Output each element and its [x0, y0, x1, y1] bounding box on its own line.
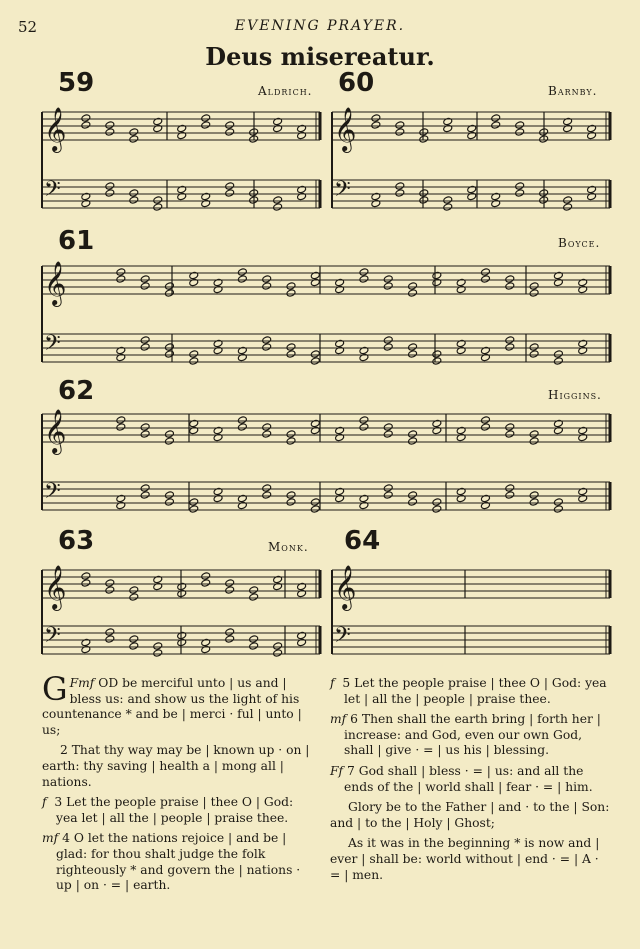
note-head: [225, 189, 235, 197]
note-head: [81, 579, 91, 587]
note-head: [505, 484, 515, 492]
note-head: [563, 196, 573, 204]
note-head: [262, 491, 272, 499]
note-head: [481, 416, 491, 424]
note-head: [408, 282, 418, 290]
note-head: [225, 579, 235, 587]
note-head: [140, 430, 150, 438]
note-head: [419, 189, 429, 197]
note-head: [153, 196, 163, 204]
gloria-2: As it was in the beginning * is now and | ever | shall be: world without | end · = | A · = | men.: [330, 836, 600, 882]
note-head: [395, 182, 405, 190]
verse-7: 7 God shall | bless · = | us: and all the ends of the | world shall | fear · = | him.: [344, 763, 593, 794]
drop-cap: G: [42, 670, 68, 708]
note-head: [529, 437, 539, 445]
note-head: [383, 275, 393, 283]
note-head: [408, 491, 418, 499]
note-head: [262, 484, 272, 492]
note-head: [481, 423, 491, 431]
note-head: [140, 423, 150, 431]
note-head: [105, 628, 115, 636]
treble-clef-icon: 𝄞: [44, 261, 67, 305]
note-head: [529, 430, 539, 438]
note-head: [310, 357, 320, 365]
note-head: [310, 498, 320, 506]
note-head: [249, 642, 259, 650]
note-head: [515, 189, 525, 197]
note-head: [225, 628, 235, 636]
tune-number-59: 59: [58, 68, 95, 98]
note-head: [129, 189, 139, 197]
note-head: [553, 505, 563, 513]
note-head: [310, 350, 320, 358]
note-head: [262, 430, 272, 438]
note-head: [359, 416, 369, 424]
verse-6: 6 Then shall the earth bring | forth her | increase: and God, even our own God, shall | give · = | us his | blessing.: [344, 712, 601, 758]
note-head: [129, 635, 139, 643]
note-head: [359, 268, 369, 276]
composer-59: Aldrich.: [258, 84, 313, 98]
note-head: [262, 275, 272, 283]
note-head: [237, 423, 247, 431]
note-head: [383, 343, 393, 351]
note-head: [529, 350, 539, 358]
note-head: [383, 430, 393, 438]
note-head: [383, 423, 393, 431]
note-head: [201, 121, 211, 129]
note-head: [419, 135, 429, 143]
note-head: [164, 498, 174, 506]
note-head: [262, 282, 272, 290]
note-head: [129, 135, 139, 143]
verse-2: 2 That thy way may be | known up · on | earth: thy saving | health a | mong all | nations.: [42, 743, 310, 789]
note-head: [491, 121, 501, 129]
note-head: [529, 282, 539, 290]
note-head: [395, 189, 405, 197]
note-head: [153, 203, 163, 211]
note-head: [81, 572, 91, 580]
note-head: [491, 114, 501, 122]
note-head: [286, 498, 296, 506]
note-head: [515, 182, 525, 190]
dynamic-marking: mf: [330, 712, 347, 727]
note-head: [383, 491, 393, 499]
note-head: [286, 343, 296, 351]
note-head: [164, 282, 174, 290]
bass-clef-icon: 𝄢: [44, 331, 61, 361]
note-head: [129, 593, 139, 601]
note-head: [408, 343, 418, 351]
note-head: [81, 121, 91, 129]
note-head: [225, 121, 235, 129]
music-system-59: [40, 102, 322, 214]
note-head: [237, 268, 247, 276]
note-head: [505, 343, 515, 351]
note-head: [140, 484, 150, 492]
note-head: [443, 203, 453, 211]
note-head: [505, 336, 515, 344]
note-head: [201, 572, 211, 580]
note-head: [273, 196, 283, 204]
note-head: [105, 635, 115, 643]
note-head: [105, 586, 115, 594]
note-head: [359, 275, 369, 283]
note-head: [443, 196, 453, 204]
note-head: [408, 350, 418, 358]
note-head: [129, 196, 139, 204]
treble-clef-icon: 𝄞: [44, 107, 67, 151]
treble-clef-icon: 𝄞: [44, 565, 67, 609]
note-head: [105, 189, 115, 197]
note-head: [273, 203, 283, 211]
note-head: [371, 121, 381, 129]
note-head: [395, 121, 405, 129]
note-head: [105, 128, 115, 136]
note-head: [408, 289, 418, 297]
composer-60: Barnby.: [548, 84, 598, 98]
note-head: [286, 289, 296, 297]
note-head: [481, 268, 491, 276]
note-head: [383, 282, 393, 290]
note-head: [105, 579, 115, 587]
note-head: [408, 437, 418, 445]
running-head: EVENING PRAYER.: [234, 18, 406, 34]
note-head: [153, 642, 163, 650]
note-head: [273, 642, 283, 650]
note-head: [408, 498, 418, 506]
note-head: [262, 423, 272, 431]
composer-62: Higgins.: [548, 388, 602, 402]
note-head: [286, 430, 296, 438]
note-head: [237, 416, 247, 424]
note-head: [201, 114, 211, 122]
composer-63: Monk.: [268, 540, 309, 554]
bass-clef-icon: 𝄢: [334, 623, 351, 653]
note-head: [116, 275, 126, 283]
note-head: [505, 275, 515, 283]
treble-clef-icon: 𝄞: [44, 409, 67, 453]
tune-number-63: 63: [58, 526, 95, 556]
note-head: [419, 196, 429, 204]
note-head: [273, 649, 283, 657]
bass-clef-icon: 𝄢: [334, 177, 351, 207]
note-head: [529, 491, 539, 499]
page-number: 52: [18, 18, 38, 36]
note-head: [408, 430, 418, 438]
treble-clef-icon: 𝄞: [334, 565, 357, 609]
note-head: [432, 357, 442, 365]
note-head: [310, 505, 320, 513]
note-head: [262, 343, 272, 351]
note-head: [129, 586, 139, 594]
note-head: [529, 343, 539, 351]
note-head: [116, 423, 126, 431]
music-system-64: [330, 560, 612, 660]
note-head: [395, 128, 405, 136]
note-head: [432, 350, 442, 358]
note-head: [286, 350, 296, 358]
tune-number-62: 62: [58, 376, 95, 406]
note-head: [105, 182, 115, 190]
note-head: [505, 430, 515, 438]
note-head: [249, 593, 259, 601]
note-head: [189, 357, 199, 365]
note-head: [201, 579, 211, 587]
composer-61: Boyce.: [558, 236, 601, 250]
music-system-63: [40, 560, 322, 660]
note-head: [286, 282, 296, 290]
tune-number-60: 60: [338, 68, 375, 98]
music-system-61: [40, 256, 612, 368]
note-head: [105, 121, 115, 129]
bass-clef-icon: 𝄢: [44, 623, 61, 653]
dynamic-marking: Ff: [330, 763, 344, 778]
note-head: [189, 505, 199, 513]
note-head: [140, 491, 150, 499]
note-head: [529, 289, 539, 297]
dynamic-marking: f: [42, 795, 47, 810]
dynamic-marking: Fmf: [69, 676, 95, 690]
note-head: [237, 275, 247, 283]
note-head: [515, 128, 525, 136]
note-head: [262, 336, 272, 344]
note-head: [189, 498, 199, 506]
note-head: [505, 423, 515, 431]
text-column-right: [330, 676, 610, 888]
note-head: [505, 282, 515, 290]
verse-1: OD be merciful unto | us and | bless us: and show us the light of his countenance * and be | merci · ful | unto | us;: [42, 676, 302, 737]
note-head: [529, 498, 539, 506]
verse-3: 3 Let the people praise | thee O | God: yea let | all the | people | praise thee.: [54, 795, 294, 825]
bass-clef-icon: 𝄢: [44, 479, 61, 509]
note-head: [140, 343, 150, 351]
bass-clef-icon: 𝄢: [44, 177, 61, 207]
note-head: [553, 357, 563, 365]
note-head: [164, 289, 174, 297]
note-head: [164, 430, 174, 438]
note-head: [129, 642, 139, 650]
music-system-62: [40, 404, 612, 516]
note-head: [553, 350, 563, 358]
verse-4: 4 O let the nations rejoice | and be | glad: for thou shalt judge the folk righteously * and govern the | nations · up | on · = | earth.: [56, 831, 301, 893]
treble-clef-icon: 𝄞: [334, 107, 357, 151]
note-head: [515, 121, 525, 129]
note-head: [419, 128, 429, 136]
canticle-title: Deus misereatur.: [205, 42, 435, 71]
dynamic-marking: f: [330, 676, 335, 690]
dynamic-marking: mf: [42, 831, 59, 846]
note-head: [129, 128, 139, 136]
note-head: [286, 437, 296, 445]
tune-number-64: 64: [344, 526, 381, 556]
note-head: [81, 114, 91, 122]
note-head: [116, 268, 126, 276]
note-head: [140, 275, 150, 283]
note-head: [116, 416, 126, 424]
note-head: [249, 586, 259, 594]
note-head: [164, 491, 174, 499]
note-head: [359, 423, 369, 431]
note-head: [553, 498, 563, 506]
music-system-60: [330, 102, 612, 214]
note-head: [286, 491, 296, 499]
note-head: [140, 282, 150, 290]
tune-number-61: 61: [58, 226, 95, 256]
note-head: [164, 437, 174, 445]
note-head: [153, 649, 163, 657]
note-head: [432, 505, 442, 513]
note-head: [225, 128, 235, 136]
note-head: [164, 343, 174, 351]
verse-5: 5 Let the people praise | thee O | God: yea let | all the | people | praise thee.: [342, 676, 607, 706]
note-head: [225, 586, 235, 594]
note-head: [189, 350, 199, 358]
text-column-left: [42, 670, 314, 899]
note-head: [225, 182, 235, 190]
note-head: [505, 491, 515, 499]
gloria-1: Glory be to the Father | and · to the | Son: and | to the | Holy | Ghost;: [330, 800, 610, 830]
note-head: [563, 203, 573, 211]
note-head: [383, 484, 393, 492]
note-head: [432, 498, 442, 506]
note-head: [383, 336, 393, 344]
note-head: [140, 336, 150, 344]
note-head: [371, 114, 381, 122]
note-head: [225, 635, 235, 643]
note-head: [164, 350, 174, 358]
note-head: [249, 635, 259, 643]
note-head: [481, 275, 491, 283]
